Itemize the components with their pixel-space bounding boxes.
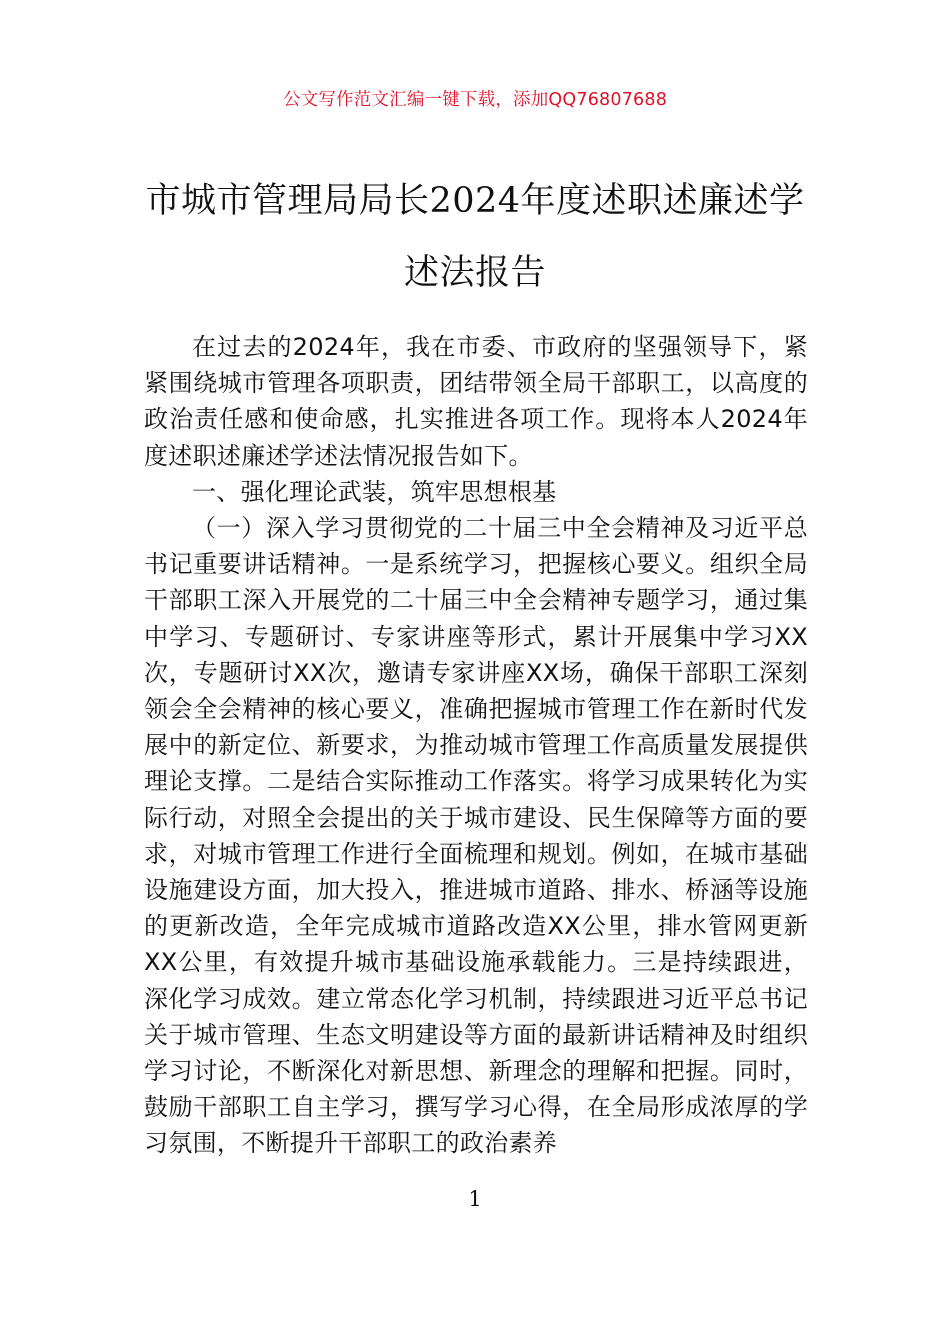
paragraph-intro: 在过去的2024年，我在市委、市政府的坚强领导下，紧紧围绕城市管理各项职责，团结带领全局干部职工，以高度的政治责任感和使命感，扎实推进各项工作。现将本人2024年度述职述廉述学述法情况报告如下。: [144, 333, 808, 470]
page-title-line-1: 市城市管理局局长2024年度述职述廉述学: [145, 181, 805, 221]
section-heading: 一、强化理论武装，筑牢思想根基: [192, 477, 557, 506]
paragraph-section-1: （一）深入学习贯彻党的二十届三中全会精神及习近平总书记重要讲话精神。一是系统学习，把握核心要义。组织全局干部职工深入开展党的二十届三中全会精神专题学习，通过集中学习、专题研讨、专家讲座等形式，累计开展集中学习XX次，专题研讨XX次，邀请专家讲座XX场，确保干部职工深刻领会全会精神的核心要义，准确把握城市管理工作在新时代发展中的新定位、新要求，为推动城市管理工作高质量发展提供理论支撑。二是结合实际推动工作落实。将学习成果转化为实际行动，对照全会提出的关于城市建设、民生保障等方面的要求，对城市管理工作进行全面梳理和规划。例如，在城市基础设施建设方面，加大投入，推进城市道路、排水、桥涵等设施的更新改造，全年完成城市道路改造XX公里，排水管网更新XX公里，有效提升城市基础设施承载能力。三是持续跟进，深化学习成效。建立常态化学习机制，持续跟进习近平总书记关于城市管理、生态文明建设等方面的最新讲话精神及时组织学习讨论，不断深化对新思想、新理念的理解和把握。同时，鼓励干部职工自主学习，撰写学习心得，在全局形成浓厚的学习氛围，不断提升干部职工的政治素养: [144, 514, 808, 1158]
promo-banner[interactable]: 公文写作范文汇编一键下载，添加QQ76807688: [282, 90, 668, 110]
document-body: [144, 329, 808, 1162]
page-title-line-2: 述法报告: [403, 253, 546, 293]
page-number: 1: [468, 1187, 482, 1211]
